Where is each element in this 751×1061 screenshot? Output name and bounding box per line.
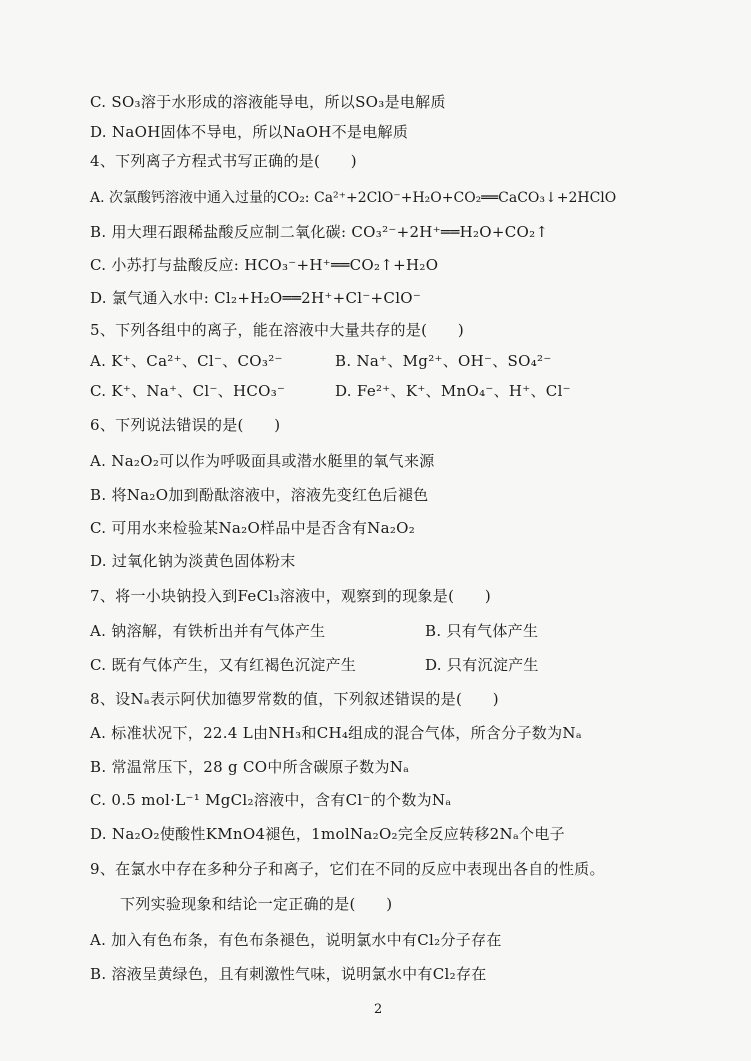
q4-option-a: A. 次氯酸钙溶液中通入过量的CO₂: Ca²⁺+2ClO⁻+H₂O+CO₂══CaCO₃↓+2HClO: [90, 190, 617, 206]
q7-stem: 7、将一小块钠投入到FeCl₃溶液中，观察到的现象是( ): [90, 587, 492, 605]
q9-stem: 9、在氯水中存在多种分子和离子，它们在不同的反应中表现出各自的性质。: [90, 860, 605, 878]
q6-option-c: C. 可用水来检验某Na₂O样品中是否含有Na₂O₂: [90, 519, 416, 537]
q8-option-c: C. 0.5 mol·L⁻¹ MgCl₂溶液中，含有Cl⁻的个数为Nₐ: [90, 791, 452, 809]
q5-option-b: B. Na⁺、Mg²⁺、OH⁻、SO₄²⁻: [335, 352, 552, 370]
q4-option-c: C. 小苏打与盐酸反应: HCO₃⁻+H⁺══CO₂↑+H₂O: [90, 256, 439, 274]
q8-option-d: D. Na₂O₂使酸性KMnO4褪色，1molNa₂O₂完全反应转移2Nₐ个电子: [90, 825, 565, 843]
q5-option-d: D. Fe²⁺、K⁺、MnO₄⁻、H⁺、Cl⁻: [335, 382, 571, 400]
q8-stem: 8、设Nₐ表示阿伏加德罗常数的值，下列叙述错误的是( ): [90, 690, 499, 708]
q4-stem: 4、下列离子方程式书写正确的是( ): [90, 152, 357, 170]
q5-option-a: A. K⁺、Ca²⁺、Cl⁻、CO₃²⁻: [90, 352, 283, 370]
q6-option-d: D. 过氧化钠为淡黄色固体粉末: [90, 552, 296, 570]
q6-option-a: A. Na₂O₂可以作为呼吸面具或潜水艇里的氧气来源: [90, 452, 435, 470]
q9-option-a: A. 加入有色布条，有色布条褪色，说明氯水中有Cl₂分子存在: [90, 931, 502, 949]
q7-option-c: C. 既有气体产生，又有红褐色沉淀产生: [90, 656, 357, 674]
q9-stem-continued: 下列实验现象和结论一定正确的是( ): [120, 895, 393, 913]
q7-option-a: A. 钠溶解，有铁析出并有气体产生: [90, 622, 326, 640]
q6-stem: 6、下列说法错误的是( ): [90, 416, 281, 434]
page-number: 2: [374, 1002, 383, 1017]
q3-option-d: D. NaOH固体不导电，所以NaOH不是电解质: [90, 123, 409, 141]
q5-option-c: C. K⁺、Na⁺、Cl⁻、HCO₃⁻: [90, 382, 286, 400]
q4-option-b: B. 用大理石跟稀盐酸反应制二氧化碳: CO₃²⁻+2H⁺══H₂O+CO₂↑: [90, 223, 549, 241]
q6-option-b: B. 将Na₂O加到酚酞溶液中，溶液先变红色后褪色: [90, 486, 429, 504]
q8-option-a: A. 标准状况下，22.4 L由NH₃和CH₄组成的混合气体，所含分子数为Nₐ: [90, 724, 582, 742]
q7-option-b: B. 只有气体产生: [425, 622, 539, 640]
q9-option-b: B. 溶液呈黄绿色，且有刺激性气味，说明氯水中有Cl₂存在: [90, 965, 487, 983]
q3-option-c: C. SO₃溶于水形成的溶液能导电，所以SO₃是电解质: [90, 93, 446, 111]
q8-option-b: B. 常温常压下，28 g CO中所含碳原子数为Nₐ: [90, 758, 410, 776]
q5-stem: 5、下列各组中的离子，能在溶液中大量共存的是( ): [90, 321, 465, 339]
q7-option-d: D. 只有沉淀产生: [425, 656, 539, 674]
q4-option-d: D. 氯气通入水中: Cl₂+H₂O══2H⁺+Cl⁻+ClO⁻: [90, 289, 422, 307]
